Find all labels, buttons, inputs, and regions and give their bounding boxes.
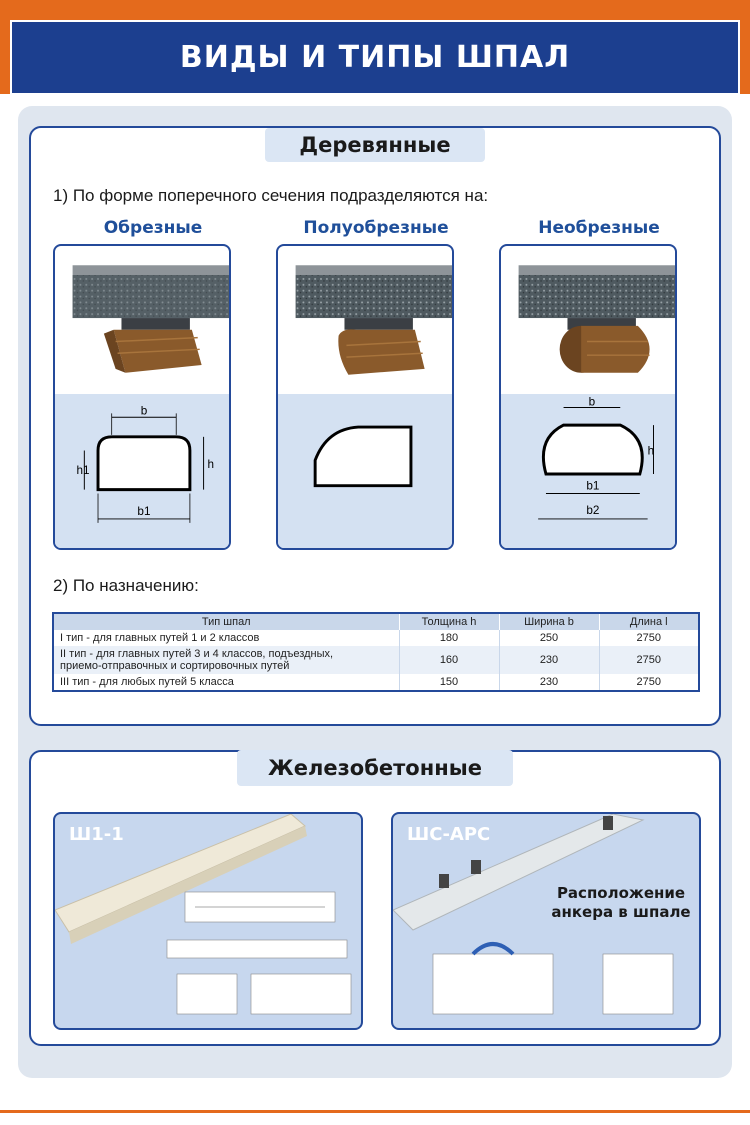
dim-h1-label: h1 — [76, 463, 90, 477]
shs-ars-name: ШС-АРС — [407, 824, 491, 845]
purpose-subhead: 2) По назначению: — [53, 576, 199, 595]
cell-length: 2750 — [599, 630, 699, 646]
concrete-sleepers-panel — [29, 750, 721, 1046]
cut-cross-section-diagram — [55, 394, 229, 550]
table-header-row — [53, 613, 699, 630]
cell-length: 2750 — [599, 674, 699, 691]
wooden-section-title: Деревянные — [265, 128, 485, 162]
dim-b1-label-uncut: b1 — [586, 479, 600, 493]
anchor-caption-line-2: анкера в шпале — [551, 903, 691, 921]
sh1-1-drawing — [55, 814, 363, 1030]
type-label-cut: Обрезные — [103, 218, 203, 238]
top-accent-strip — [0, 0, 750, 10]
header-length: Длина l — [599, 613, 699, 630]
cell-type-line-1: II тип - для главных путей 3 и 4 классов, подъездных, — [60, 648, 334, 660]
shs-ars-card — [391, 812, 701, 1030]
sh1-1-name: Ш1-1 — [69, 824, 124, 845]
header-thickness: Толщина h — [399, 613, 499, 630]
wooden-sleepers-panel — [29, 126, 721, 726]
cell-type-line-2: приемо-отправочных и сортировочных путей — [60, 660, 290, 672]
header-type: Тип шпал — [53, 613, 399, 630]
cell-type: III тип - для любых путей 5 класса — [60, 676, 234, 688]
cell-type: I тип - для главных путей 1 и 2 классов — [60, 632, 260, 644]
concrete-section-title: Железобетонные — [237, 750, 513, 786]
poster-body — [18, 106, 732, 1078]
table-row — [53, 630, 699, 646]
title-banner — [10, 20, 740, 95]
dim-b-label-uncut: b — [588, 395, 596, 409]
footer-accent-line — [0, 1110, 750, 1113]
cross-section-subhead: 1) По форме поперечного сечения подразделяются на: — [53, 186, 489, 205]
uncut-sleeper-photo — [501, 246, 675, 394]
half-cut-cross-section-diagram — [278, 394, 452, 550]
shs-ars-drawing — [393, 814, 701, 1030]
dim-b2-label-uncut: b2 — [586, 504, 600, 518]
half-cut-sleeper-card — [276, 244, 454, 550]
cell-width: 230 — [499, 646, 599, 674]
page-title: ВИДЫ И ТИПЫ ШПАЛ — [179, 40, 571, 75]
cell-width: 230 — [499, 674, 599, 691]
uncut-sleeper-card — [499, 244, 677, 550]
half-cut-sleeper-photo — [278, 246, 452, 394]
cell-thickness: 160 — [399, 646, 499, 674]
sh1-1-card — [53, 812, 363, 1030]
cell-length: 2750 — [599, 646, 699, 674]
anchor-caption — [541, 884, 701, 922]
table-row — [53, 674, 699, 691]
header-width: Ширина b — [499, 613, 599, 630]
dim-b-label: b — [140, 404, 148, 418]
uncut-cross-section-diagram — [501, 394, 675, 550]
header-frame — [0, 10, 750, 94]
type-label-half-cut: Полуобрезные — [303, 218, 449, 238]
cut-sleeper-card — [53, 244, 231, 550]
cell-type — [53, 646, 399, 674]
cell-width: 250 — [499, 630, 599, 646]
anchor-caption-line-1: Расположение — [556, 884, 686, 902]
dim-b1-label: b1 — [137, 505, 151, 519]
cell-thickness: 180 — [399, 630, 499, 646]
type-label-uncut: Необрезные — [538, 218, 660, 238]
cut-sleeper-photo — [55, 246, 229, 394]
cell-thickness: 150 — [399, 674, 499, 691]
dim-h-label-uncut: h — [647, 444, 655, 458]
sleeper-types-table — [52, 612, 700, 692]
dim-h-label: h — [207, 458, 215, 472]
table-row — [53, 646, 699, 674]
